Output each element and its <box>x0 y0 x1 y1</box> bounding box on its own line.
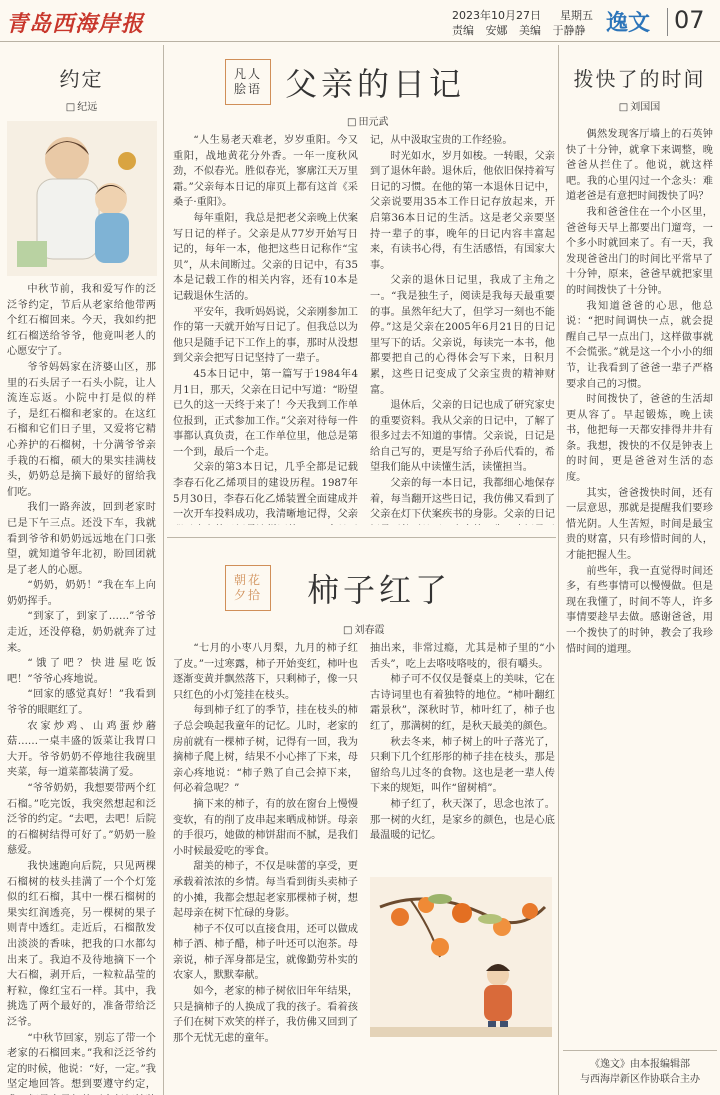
article2-title: 柿子红了 <box>307 571 452 609</box>
right-paragraph: 前些年，我一直觉得时间还多，有些事情可以慢慢做。但是现在我懂了，时间不等人，许多事情要趁早去做。感谢爸爸，用一个拨快了的时钟，教会了我珍惜时间的道理。 <box>566 565 713 655</box>
article2-paragraph: 柿子红了，秋天深了，思念也浓了。那一树的火红，是家乡的颜色，也是心底最温暖的记忆。 <box>370 798 555 842</box>
left-paragraph: “中秋节回家，别忘了带一个老家的石榴回来。”我和泛泛爷约定的时候，他说：“好，一定。”我坚定地回答。想到要遵守约定， <box>7 1032 156 1091</box>
editor-role-2: 美编 <box>519 24 541 37</box>
article2-paragraph: 柿子不仅可以直接食用，还可以做成柿子酒、柿子醋，柿子叶还可以泡茶。母亲说，柿子浑身都是宝，就像勤劳朴实的农家人，默默奉献。 <box>173 923 358 982</box>
kicker-line: 凡人 <box>233 67 262 81</box>
article2-column-1 <box>173 641 358 1089</box>
article2-paragraph: 甜美的柿子，不仅是味蕾的享受，更承载着浓浓的乡情。每当看到街头卖柿子的小摊，我都会想起老家那棵柿子树，想起母亲在树下忙碌的身影。 <box>173 861 358 920</box>
newspaper-logo: 青岛西海岸报 <box>6 11 145 37</box>
left-paragraph: “饿了吧？快进屋吃饭吧！”爷爷心疼地说。 <box>7 658 156 685</box>
article2-paragraph: 秋去冬来，柿子树上的叶子落光了，只剩下几个红彤彤的柿子挂在枝头，那是留给鸟儿过冬的食物。这也是老一辈人传下来的规矩，叫作“留树梢”。 <box>370 736 555 795</box>
editor-role-1: 责编 <box>452 24 474 37</box>
kicker-line: 夕拾 <box>233 588 262 602</box>
article2-paragraph: 柿子可不仅仅是餐桌上的美味，它在古诗词里也有着独特的地位。“柿叶翻红霜景秋”，深秋时节，柿叶红了，柿子也红了，那满树的红，是秋天最美的颜色。 <box>370 674 555 732</box>
masthead <box>0 0 720 42</box>
article2-paragraph: 如今，老家的柿子树依旧年年结果，只是摘柿子的人换成了我的孩子。看着孩子们在树下欢笑的样子，我仿佛又回到了那个无忧无虑的童年。 <box>173 986 358 1044</box>
article2-paragraph: 抽出来，非常过瘾，尤其是柿子里的“小舌头”，吃上去咯吱咯吱的，很有嚼头。 <box>370 643 555 670</box>
right-paragraph: 时间拨快了，爸爸的生活却更从容了。早起锻炼，晚上读书，他把每一天都安排得井井有条。我想，拨快的不仅是钟表上的时间，更是爸爸对生活的态度。 <box>566 394 713 484</box>
right-paragraph: 我和爸爸住在一个小区里，爸爸每天早上都要出门遛弯，一个多小时就回来了。有一天，我发现爸爸出门的时间比平常早了十分钟，原来，爸爸早就把家里的时间拨快了十分钟。 <box>566 206 713 296</box>
article1-paragraph: “人生易老天难老，岁岁重阳。今又重阳，战地黄花分外香。一年一度秋风劲，不似春光。胜似春光，寥廓江天万里霜。”父亲每本日记的扉页上都有这首《采桑子·重阳》。 <box>173 135 358 209</box>
article1-paragraph: 父亲的退休日记里，我成了主角之一。“我是独生子，阅读是我每天最重要的事。虽然年纪大了，但学习一刻也不能停。”这是父亲在2005年6月21日的日记里写下的话。父亲说，每读完一本书，他都要把自己的心得体会写下来，日积月累，这些日记变成了父亲宝贵的精神财富。 <box>370 275 555 396</box>
kicker-line: 脍语 <box>233 82 262 96</box>
article1-paragraph: 平安年，我听妈妈说，父亲刚参加工作的第一天就开始写日记了。但我总以为他只是随手记下工作上的事，那时从没想到父亲会把写日记坚持了一辈子。 <box>173 306 358 365</box>
right-column <box>558 45 720 1095</box>
left-article-body <box>0 282 163 1095</box>
right-paragraph: 其实，爸爸拨快时间，还有一层意思，那就是提醒我们要珍惜光阴。人生苦短，时间是最宝贵的财富，只有珍惜时间的人，才能把握人生。 <box>566 487 713 562</box>
right-paragraph: 偶然发现客厅墙上的石英钟快了十分钟，就拿下来调整，晚爸爸从拦住了。他说，就这样吧。我的心里闪过一个念头：难道老爸是有意把时间拨快了吗？ <box>566 129 713 203</box>
article2-paragraph: 摘下来的柿子，有的放在窗台上慢慢变软，有的削了皮串起来晒成柿饼。母亲的手很巧，她做的柿饼甜而不腻，是我们小时候最爱吃的零食。 <box>173 798 358 857</box>
kicker-line: 朝花 <box>233 573 262 587</box>
article1-body <box>173 133 555 525</box>
right-article-byline: □ 刘国国 <box>559 98 720 113</box>
article2-paragraph: 每到柿子红了的季节，挂在枝头的柿子总会唤起我童年的记忆。儿时，老家的房前就有一棵柿子树，记得有一回，我为摘柿子爬上树，结果不小心摔了下来，母亲心疼地说：“柿子熟了自己会掉下来，何必着急呢？” <box>173 705 358 795</box>
article-divider <box>167 537 556 538</box>
father-son-illustration <box>7 121 157 276</box>
article1-paragraph: 每年重阳，我总是把老父亲晚上伏案写日记的样子。父亲是从77岁开始写日记的，每年一本，他把这些日记称作“宝贝”，从未间断过。父亲的日记中，有35本是记载工作的相关内容，还有10本是记载退休生活的。 <box>173 212 358 302</box>
article2-column-2 <box>370 641 555 873</box>
right-article-title: 拨快了的时间 <box>573 67 706 91</box>
article1-kicker <box>225 59 271 105</box>
left-paragraph: “回家的感觉真好！”我看到爷爷的眼眶红了。 <box>7 689 156 717</box>
left-paragraph: 爷爷妈妈家在济婆山区，那里的石头居子一石头小院，让人流连忘返。小院中打是似的样子，是红石榴和老家的。在这红石榴和它们日子里，又爱将它精心养护的石榴树，十分满爷爷亲手栽的石榴，硕大的果实挂满枝头，奶奶总是摘下最好的留给我们吃。 <box>7 361 156 498</box>
editor-name-2: 于静静 <box>552 24 586 37</box>
left-article-byline: □ 纪远 <box>0 98 163 113</box>
footer-line: 《逸文》由本报编辑部 <box>590 1059 690 1070</box>
article1-byline: □ 田元武 <box>347 113 388 128</box>
editor-name-1: 安娜 <box>485 24 508 37</box>
left-paragraph: 中秋节前，我和爱写作的泛泛爷约定，节后从老家给他带两个红石榴回来。今天，我如约把红石榴送给爷爷，他竟叫老人的心愿安宁了。 <box>7 284 156 358</box>
issue-weekday: 星期五 <box>560 9 593 22</box>
article1-paragraph: 退休后，父亲的日记也成了研究家史的重要资料。我从父亲的日记中，了解了很多过去不知道的事情。父亲说，日记是给自己写的，更是写给子孙后代看的，希望我们能从中读懂生活，读懂担当。 <box>370 400 555 474</box>
left-paragraph: 我快速跑向后院，只见两棵石榴树的枝头挂满了一个个灯笼似的红石榴，其中一棵石榴树的果实红润透亮，另一棵树的果子则青中透红。走近后，石榴散发出淡淡的香味，把我的口水都勾出来了。我迫不及待地摘下一个大石榴，剥开后，一粒粒晶莹的籽粒，像红宝石一样。其中，我挑选了两个最好的，准备带给泛泛爷。 <box>7 860 156 1028</box>
persimmon-illustration <box>370 877 552 1037</box>
article2-byline: □ 刘春霞 <box>343 621 384 636</box>
right-article-body <box>559 113 720 1063</box>
article1-paragraph: 时光如水，岁月如梭。一转眼，父亲到了退休年龄。退休后，他依旧保持着写日记的习惯。在他的第一本退休日记中，父亲说要用35本工作日记存放起来，开启第36本日记的生活。这是老父亲要坚持一辈子的事，晚年的日记内容丰富起来，有读书心得，有生活感悟，有国家大事。 <box>370 150 555 271</box>
left-paragraph: 农家炒鸡、山鸡蛋炒蘑菇……一桌丰盛的饭菜让我胃口大开。爷爷奶奶不停地往我碗里夹菜，每一道菜都装满了爱。 <box>7 720 156 779</box>
left-paragraph: “到家了，到家了……”爷爷走近，还没停稳，奶奶就奔了过来。 <box>7 611 156 654</box>
left-column <box>0 45 164 1095</box>
section-name: 逸文 <box>606 11 651 36</box>
column-footer-note <box>563 1050 717 1087</box>
editors-line <box>452 22 594 38</box>
article1-column-2 <box>370 133 555 525</box>
left-paragraph: “奶奶，奶奶！”我在车上向奶奶挥手。 <box>7 580 156 607</box>
right-paragraph: 我知道爸爸的心思，他总说：“把时间调快一点，就会提醒自己早一点出门，这样做事就不会慌张。”就是这一个小小的细节，让我看到了爸爸一辈子严格要求自己的习惯。 <box>566 300 713 390</box>
issue-date: 2023年10月27日 <box>452 9 541 22</box>
page-number: 07 <box>674 6 705 34</box>
article1-paragraph: 父亲的每一本日记，我都细心地保存着，每当翻开这些日记，我仿佛又看到了父亲在灯下伏案疾书的身影。父亲的日记 <box>370 478 555 521</box>
left-paragraph: 我们一路奔波，回到老家时已是下午三点。还没下车，我就看到爷爷和奶奶远远地在门口张望，就知道爷年北初，盼回团就是了老人的心愿。 <box>7 502 156 576</box>
article1-paragraph: 45本日记中，第一篇写于1984年4月1日，那天，父亲在日记中写道：“盼望已久的这一天终于来了！今天我到工作单位报到，正式参加工作。”父亲对待每一件事都认真负责，在工作单位里，他总是第一个到，最后一个走。 <box>173 368 358 458</box>
header-divider <box>667 8 668 36</box>
article1-title: 父亲的日记 <box>285 65 466 103</box>
footer-line: 与西海岸新区作协联合主办 <box>580 1074 700 1085</box>
article2-kicker <box>225 565 271 611</box>
main-area <box>167 45 556 1095</box>
article1-column-1 <box>173 133 358 525</box>
left-article-title: 约定 <box>59 67 104 91</box>
article1-paragraph: 父亲的第3本日记，几乎全都是记载李春石化乙烯项目的建设历程。1987年5月30日，李春石化乙烯装置全面建成并一次开车投料成功，我清晰地记得，父亲 <box>173 462 358 521</box>
left-paragraph: “爷爷奶奶，我想要带两个红石榴。”吃完饭，我突然想起和泛泛爷的约定。“去吧，去吧！后院的石榴树结得可好了。”奶奶一脸慈爱。 <box>7 783 156 857</box>
article2-paragraph: “七月的小枣八月梨，九月的柿子红了皮。”一过寒露，柿子开始变红，柿叶也逐渐变黄并飘然落下，只剩柿子，像一只只红色的小灯笼挂在枝头。 <box>173 643 358 701</box>
article1-paragraph: 记，从中汲取宝贵的工作经验。 <box>370 135 513 146</box>
